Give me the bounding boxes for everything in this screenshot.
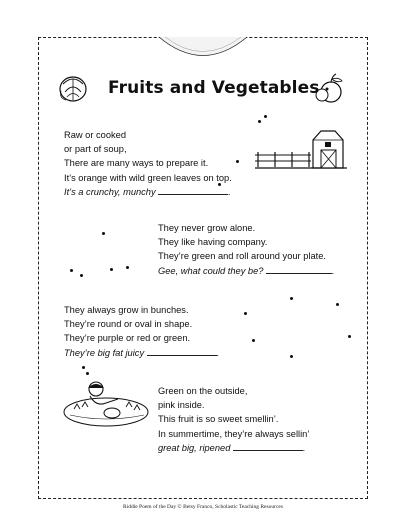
cabbage-icon: [56, 70, 90, 104]
riddle-line: or part of soup,: [64, 144, 127, 155]
barn-fence-icon: [255, 128, 347, 172]
riddle-line: In summertime, they’re always sellin’: [158, 428, 310, 439]
page-title: Fruits and Vegetables: [108, 78, 320, 98]
riddle-line: They’re green and roll around your plate.: [158, 251, 326, 262]
seed-dot: [236, 160, 239, 163]
seed-dot: [244, 312, 247, 315]
riddle-prompt: It’s a crunchy, munchy .: [64, 186, 231, 197]
answer-blank[interactable]: [158, 185, 228, 195]
seed-dot: [348, 335, 351, 338]
riddle-line: This fruit is so sweet smellin’.: [158, 414, 279, 425]
header-tab-ornament: [157, 30, 249, 60]
page-footer: Riddle Poem of the Day © Betsy Franco, Scholastic Teaching Resources: [123, 504, 283, 510]
riddle-line: Green on the outside,: [158, 386, 248, 396]
answer-blank[interactable]: [147, 346, 217, 356]
seed-dot: [86, 372, 89, 375]
riddle-2: [158, 221, 335, 278]
riddle-4: [158, 384, 309, 455]
seed-dot: [336, 303, 339, 306]
riddle-prompt: great big, ripened .: [158, 442, 306, 453]
riddle-line: They like having company.: [158, 237, 268, 248]
riddle-line: pink inside.: [158, 400, 205, 411]
seed-dot: [258, 120, 261, 123]
seed-dot: [264, 115, 267, 118]
seed-dot: [70, 269, 73, 272]
seed-dot: [82, 366, 85, 369]
seed-dot: [290, 355, 293, 358]
riddle-line: They never grow alone.: [158, 223, 256, 233]
seed-dot: [126, 266, 129, 269]
seed-dot: [290, 297, 293, 300]
riddle-prompt: Gee, what could they be? .: [158, 265, 335, 276]
seed-dot: [252, 339, 255, 342]
riddle-line: They’re purple or red or green.: [64, 333, 191, 344]
riddle-1: [64, 128, 232, 199]
seed-dot: [80, 274, 83, 277]
seed-dot: [110, 268, 113, 271]
seed-dot: [102, 232, 105, 235]
riddle-prompt: They’re big fat juicy .: [64, 347, 220, 358]
riddle-line: They’re round or oval in shape.: [64, 319, 193, 330]
riddle-line: There are many ways to prepare it.: [64, 158, 209, 169]
farmer-garden-icon: [62, 377, 150, 429]
riddle-line: It’s orange with wild green leaves on top.: [64, 172, 232, 183]
answer-blank[interactable]: [266, 264, 332, 274]
riddle-3: [64, 303, 219, 360]
seed-dot: [218, 183, 221, 186]
riddle-line: Raw or cooked: [64, 130, 127, 140]
riddle-line: They always grow in bunches.: [64, 305, 189, 315]
answer-blank[interactable]: [233, 441, 303, 451]
